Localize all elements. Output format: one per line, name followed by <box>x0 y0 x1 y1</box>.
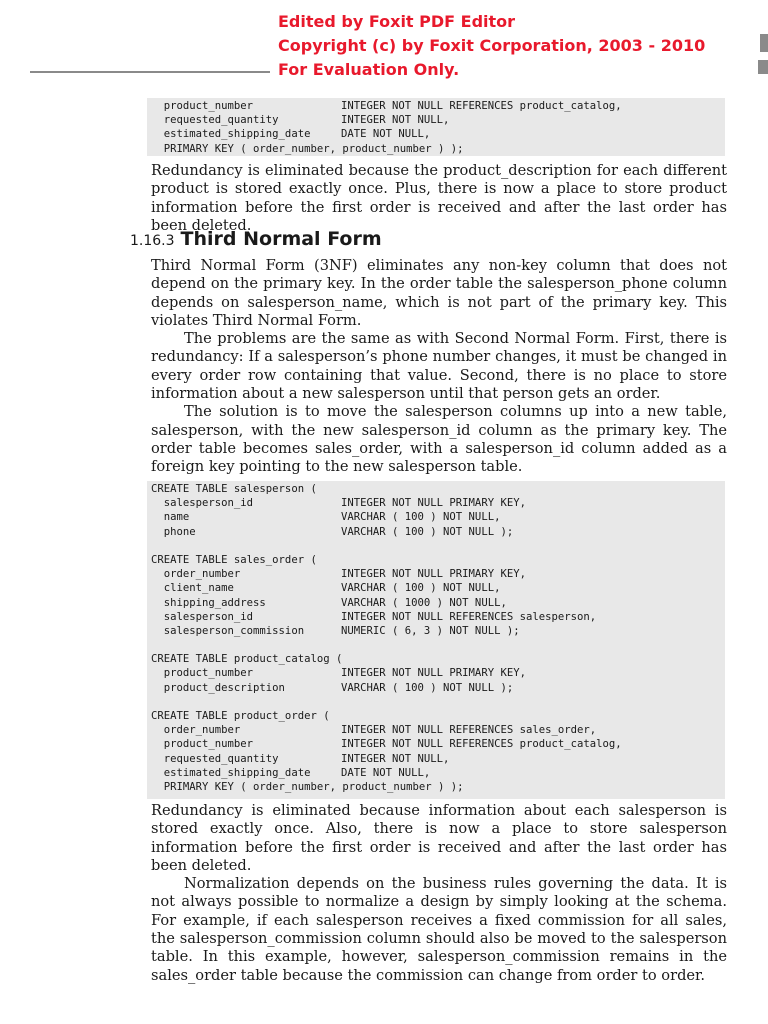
code-line <box>151 766 725 780</box>
code-line <box>151 723 725 737</box>
code-line <box>151 553 725 567</box>
foxit-watermark <box>278 10 705 82</box>
code-column-name: CREATE TABLE sales_order ( <box>151 553 317 566</box>
code-line <box>151 99 725 113</box>
code-line <box>151 624 725 638</box>
paragraph-solution: The solution is to move the salesperson columns up into a new table, salesperson, with the new salesperson_id column as the primary key. The order table becomes sales_order, with a salesperson_id column added as a foreign key pointing to the new salesperson table. <box>151 403 727 476</box>
code-column-name: PRIMARY KEY ( order_number, product_number ) ); <box>151 780 464 793</box>
paragraph-problems: The problems are the same as with Second Normal Form. First, there is redundancy: If a salesperson’s phone number changes, it must be changed in every order row containing that value. Second, there is no place to store information about a new salesperson until that person gets an order. <box>151 330 727 403</box>
code-column-type: INTEGER NOT NULL REFERENCES sales_order, <box>341 724 597 737</box>
paragraph-redundancy-1: Redundancy is eliminated because the product_description for each different product is stored exactly once. Plus, there is now a place to store product information before the first order is received and after the last order has been deleted. <box>151 162 727 234</box>
code-column-type: NUMERIC ( 6, 3 ) NOT NULL ); <box>341 624 520 637</box>
code-column-type: INTEGER NOT NULL PRIMARY KEY, <box>341 497 526 510</box>
code-line <box>151 666 725 680</box>
code-line <box>151 539 725 553</box>
code-line <box>151 127 725 141</box>
paragraph-normalization: Normalization depends on the business rules governing the data. It is not always possible to normalize a design by simply looking at the schema. For example, if each salesperson receives a fixed commission for all sales, the salesperson_commission column should also be moved to the salesperson table. In this example, however, salesperson_commission remains in the sales_order table because the commission can change from order to order. <box>151 875 727 984</box>
code-column-type: INTEGER NOT NULL REFERENCES product_catalog, <box>341 100 622 112</box>
code-column-name: CREATE TABLE product_order ( <box>151 710 330 722</box>
code-line <box>151 780 725 794</box>
margin-tab <box>758 60 768 74</box>
code-column-name: product_number <box>151 100 254 112</box>
code-column-name: name <box>151 511 190 524</box>
code-column-name: shipping_address <box>151 596 266 609</box>
code-column-name: product_description <box>151 681 285 694</box>
code-column-name: estimated_shipping_date <box>151 128 311 141</box>
code-line <box>151 681 725 695</box>
code-column-type: VARCHAR ( 100 ) NOT NULL ); <box>341 525 514 538</box>
code-line <box>151 638 725 652</box>
section-number: 1.16.3 <box>130 233 175 249</box>
code-column-name: requested_quantity <box>151 114 279 127</box>
code-line <box>151 510 725 524</box>
code-block-product-order-end <box>147 98 725 156</box>
code-column-name: salesperson_id <box>151 610 254 623</box>
code-column-name: estimated_shipping_date <box>151 766 311 779</box>
prose-block-1 <box>151 162 727 235</box>
watermark-line-2: Copyright (c) by Foxit Corporation, 2003 - 2010 <box>278 36 706 55</box>
code-column-name: CREATE TABLE product_catalog ( <box>151 653 343 666</box>
code-line <box>151 567 725 581</box>
prose-block-2 <box>151 257 727 477</box>
code-column-type: INTEGER NOT NULL REFERENCES salesperson, <box>341 610 597 623</box>
code-column-name: requested_quantity <box>151 752 279 765</box>
code-line <box>151 525 725 539</box>
code-column-type: INTEGER NOT NULL, <box>341 114 450 127</box>
section-heading <box>130 228 382 250</box>
code-column-type: DATE NOT NULL, <box>341 128 431 141</box>
section-title: Third Normal Form <box>180 228 382 250</box>
code-column-type: VARCHAR ( 100 ) NOT NULL, <box>341 582 501 595</box>
code-column-type: INTEGER NOT NULL PRIMARY KEY, <box>341 568 526 581</box>
code-column-name: CREATE TABLE salesperson ( <box>151 483 317 495</box>
code-column-name: PRIMARY KEY ( order_number, product_number ) ); <box>151 142 464 155</box>
code-line <box>151 695 725 709</box>
code-line <box>151 113 725 127</box>
code-column-name: phone <box>151 525 196 538</box>
margin-tab-top <box>760 34 768 52</box>
watermark-line-1: Edited by Foxit PDF Editor <box>278 12 516 31</box>
code-column-type: VARCHAR ( 1000 ) NOT NULL, <box>341 596 507 609</box>
code-column-name: order_number <box>151 568 241 581</box>
code-line <box>151 752 725 766</box>
code-column-type: VARCHAR ( 100 ) NOT NULL ); <box>341 681 514 694</box>
code-line <box>151 142 725 156</box>
code-column-name: product_number <box>151 667 254 680</box>
paragraph-3nf-definition: Third Normal Form (3NF) eliminates any non-key column that does not depend on the primary key. In the order table the salesperson_phone column depends on salesperson_name, which is not part of the primary key. This violates Third Normal Form. <box>151 257 727 329</box>
code-column-type: VARCHAR ( 100 ) NOT NULL, <box>341 511 501 524</box>
code-line <box>151 610 725 624</box>
code-column-type: INTEGER NOT NULL, <box>341 752 450 765</box>
code-column-name: salesperson_id <box>151 497 254 510</box>
code-line <box>151 482 725 496</box>
code-column-type: INTEGER NOT NULL REFERENCES product_catalog, <box>341 738 622 751</box>
watermark-line-3: For Evaluation Only. <box>278 60 460 79</box>
code-column-type: DATE NOT NULL, <box>341 766 431 779</box>
code-line <box>151 581 725 595</box>
code-line <box>151 496 725 510</box>
code-column-name: client_name <box>151 582 234 595</box>
paragraph-redundancy-2: Redundancy is eliminated because information about each salesperson is stored exactly once. Also, there is now a place to store salesperson information before the first order is received and after the last order has been deleted. <box>151 802 727 874</box>
code-line <box>151 709 725 723</box>
code-line <box>151 596 725 610</box>
code-column-name: salesperson_commission <box>151 624 305 637</box>
code-line <box>151 737 725 751</box>
header-rule <box>30 71 270 73</box>
code-column-name: order_number <box>151 724 241 737</box>
code-block-create-tables <box>147 481 725 799</box>
prose-block-3 <box>151 802 727 985</box>
code-column-type: INTEGER NOT NULL PRIMARY KEY, <box>341 667 526 680</box>
code-column-name: product_number <box>151 738 254 751</box>
code-line <box>151 652 725 666</box>
